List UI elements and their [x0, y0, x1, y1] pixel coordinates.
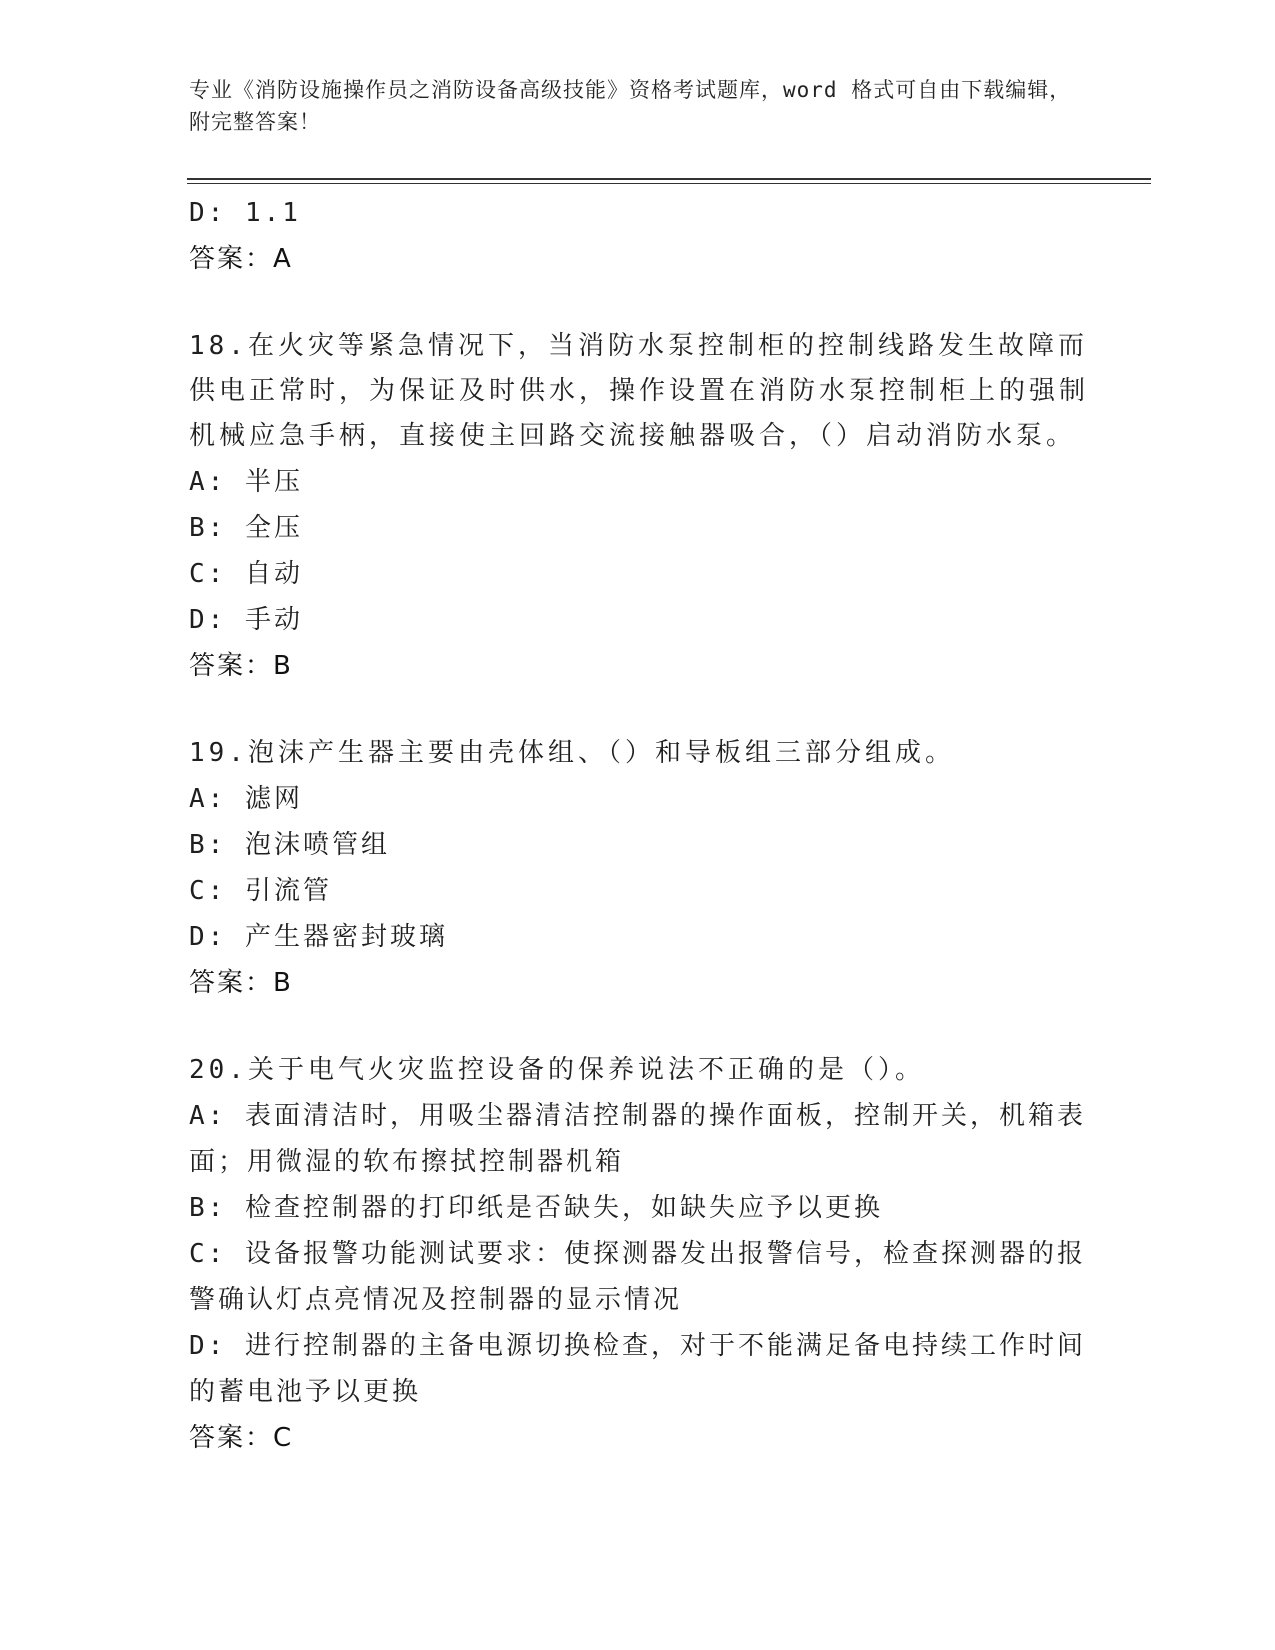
- header-rule-thin: [187, 183, 1151, 184]
- question-stem: 20.关于电气火灾监控设备的保养说法不正确的是（）。: [189, 1055, 925, 1085]
- option-b: B: 泡沫喷管组: [189, 830, 390, 860]
- question-18: [189, 324, 1089, 689]
- answer-line: 答案：B: [189, 968, 293, 998]
- question-20: [189, 1048, 1089, 1461]
- option-c: C: 自动: [189, 559, 303, 589]
- question-stem: 19.泡沫产生器主要由壳体组、（）和导板组三部分组成。: [189, 738, 955, 768]
- option-b: B: 检查控制器的打印纸是否缺失，如缺失应予以更换: [189, 1193, 883, 1223]
- previous-question-tail: [189, 190, 1089, 282]
- question-19: [189, 731, 1089, 1006]
- option-a: A: 滤网: [189, 784, 303, 814]
- option-c: C: 设备报警功能测试要求：使探测器发出报警信号，检查探测器的报警确认灯点亮情况及控制器的显示情况: [189, 1239, 1086, 1315]
- option-a: A: 半压: [189, 467, 303, 497]
- option-d: D: 进行控制器的主备电源切换检查，对于不能满足备电持续工作时间的蓄电池予以更换: [189, 1331, 1086, 1407]
- option-b: B: 全压: [189, 513, 303, 543]
- question-stem: 18.在火灾等紧急情况下，当消防水泵控制柜的控制线路发生故障而供电正常时，为保证及时供水，操作设置在消防水泵控制柜上的强制机械应急手柄，直接使主回路交流接触器吸合，（）启动消防水泵。: [189, 331, 1090, 451]
- answer-line: 答案：C: [189, 1423, 294, 1453]
- option-d: D: 手动: [189, 605, 303, 635]
- answer-line: 答案：A: [189, 244, 293, 274]
- option-d: D: 1.1: [189, 198, 301, 228]
- option-a: A: 表面清洁时，用吸尘器清洁控制器的操作面板，控制开关，机箱表面；用微湿的软布擦拭控制器机箱: [189, 1101, 1086, 1177]
- answer-line: 答案：B: [189, 651, 293, 681]
- question-content: [189, 190, 1089, 1461]
- option-d: D: 产生器密封玻璃: [189, 922, 448, 952]
- header-rule-thick: [187, 178, 1151, 180]
- page-header: 专业《消防设施操作员之消防设备高级技能》资格考试题库，word 格式可自由下载编辑，附完整答案！: [189, 78, 1072, 134]
- option-c: C: 引流管: [189, 876, 332, 906]
